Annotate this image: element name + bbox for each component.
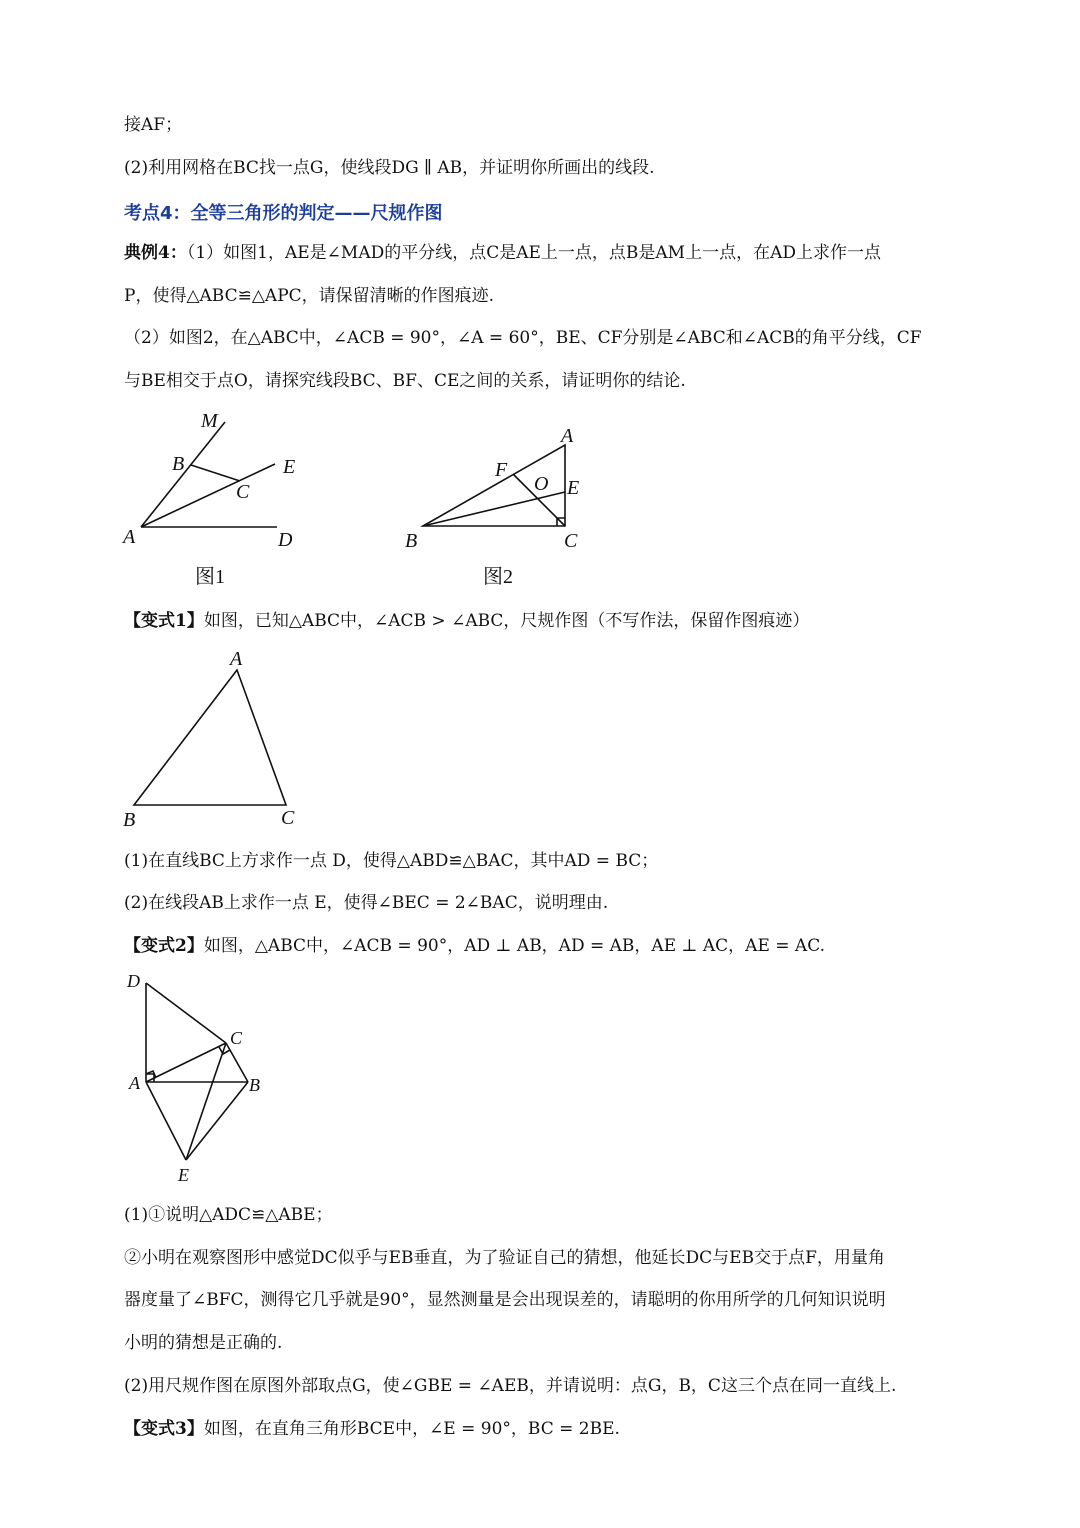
variant-1: [124, 609, 809, 633]
figure-4: [115, 965, 275, 1185]
text-line: P，使得△ABC≌△APC，请保留清晰的作图痕迹.: [124, 286, 495, 306]
text-line: (2)利用网格在BC找一点G，使线段DG ∥ AB，并证明你所画出的线段.: [124, 158, 655, 178]
label-o: O: [534, 473, 549, 495]
segment-dc: [146, 983, 226, 1043]
label-c: C: [564, 530, 578, 552]
variant-text: 如图，已知△ABC中，∠ACB > ∠ABC，尺规作图（不写作法，保留作图痕迹）: [203, 611, 810, 631]
text-line: (2)用尺规作图在原图外部取点G，使∠GBE = ∠AEB，并请说明：点G，B，C这三个点在同一直线上.: [124, 1376, 897, 1396]
text-line: (1)①说明△ADC≌△ABE；: [124, 1205, 333, 1225]
variant-label: 【变式1】: [124, 611, 204, 631]
label-b: B: [123, 809, 136, 831]
variant-label: 【变式3】: [124, 1419, 204, 1439]
segment-cb: [226, 1043, 248, 1082]
variant-3: [124, 1417, 620, 1441]
label-a: A: [123, 526, 136, 548]
text-line: （2）如图2，在△ABC中，∠ACB = 90°，∠A = 60°，BE、CF分别是∠ABC和∠ACB的角平分线，CF: [124, 328, 922, 348]
example-text: （1）如图1，AE是∠MAD的平分线，点C是AE上一点，点B是AM上一点，在AD上求作一点: [186, 243, 881, 263]
segment-bc: [191, 465, 240, 481]
triangle-abc: [134, 670, 286, 805]
label-c: C: [230, 1028, 243, 1048]
section-heading: 考点4：全等三角形的判定——尺规作图: [124, 203, 443, 224]
label-m: M: [201, 410, 218, 432]
variant-text: 如图，在直角三角形BCE中，∠E = 90°，BC = 2BE.: [203, 1419, 620, 1439]
segment-eb: [186, 1082, 248, 1160]
label-a: A: [230, 648, 243, 670]
variant-text: 如图，△ABC中，∠ACB = 90°，AD ⊥ AB，AD = AB，AE ⊥ AC，AE = AC.: [203, 936, 825, 956]
label-e: E: [567, 477, 580, 499]
segment-ae: [146, 1082, 186, 1160]
text-line: (2)在线段AB上求作一点 E，使得∠BEC = 2∠BAC，说明理由.: [124, 893, 609, 913]
label-a: A: [561, 425, 574, 447]
text-line: 器度量了∠BFC，测得它几乎就是90°，显然测量是会出现误差的，请聪明的你用所学的几何知识说明: [124, 1290, 886, 1310]
text-line: 与BE相交于点O，请探究线段BC、BF、CE之间的关系，请证明你的结论.: [124, 371, 686, 391]
label-b: B: [172, 453, 185, 475]
label-e: E: [283, 456, 296, 478]
text-line: 小明的猜想是正确的.: [124, 1333, 283, 1353]
label-e: E: [178, 1165, 189, 1185]
figure-1: [115, 405, 435, 595]
example-line: [124, 241, 881, 265]
segment-be: [423, 492, 565, 526]
label-a: A: [129, 1073, 140, 1093]
variant-label: 【变式2】: [124, 936, 204, 956]
text-line: (1)在直线BC上方求作一点 D，使得△ABD≌△BAC，其中AD = BC；: [124, 851, 659, 871]
label-b: B: [249, 1075, 260, 1095]
ray-ae: [141, 464, 275, 527]
segment-ec: [186, 1043, 226, 1160]
label-f: F: [495, 459, 508, 481]
label-d: D: [278, 529, 293, 551]
figure-caption: 图2: [483, 566, 513, 588]
figure-3: [115, 645, 335, 835]
label-b: B: [405, 530, 418, 552]
variant-2: [124, 934, 825, 958]
figure-2: [395, 420, 655, 610]
example-label: 典例4：: [124, 243, 187, 263]
figure-caption: 图1: [195, 566, 225, 588]
label-d: D: [127, 971, 140, 991]
text-line: ②小明在观察图形中感觉DC似乎与EB垂直，为了验证自己的猜想，他延长DC与EB交于点F，用量角: [124, 1248, 885, 1268]
text-line: 接AF；: [124, 115, 183, 135]
label-c: C: [236, 481, 250, 503]
label-c: C: [281, 807, 295, 829]
